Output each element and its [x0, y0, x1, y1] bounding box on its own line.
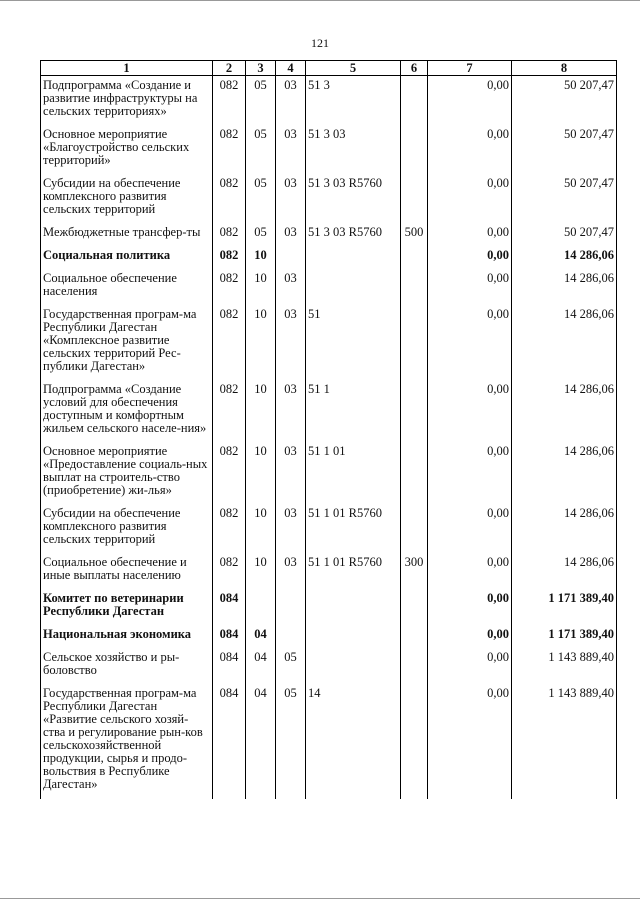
- row-target-article: 51: [306, 306, 401, 381]
- row-subsection: [276, 247, 306, 270]
- row-section: 05: [246, 224, 276, 247]
- row-section: [246, 590, 276, 626]
- row-amount-1: 0,00: [428, 554, 512, 590]
- row-admin-code: 082: [213, 224, 246, 247]
- row-target-article: 51 3 03 R5760: [306, 175, 401, 224]
- row-amount-1: 0,00: [428, 626, 512, 649]
- row-admin-code: 082: [213, 126, 246, 175]
- row-amount-2: 14 286,06: [512, 306, 617, 381]
- table-row: [41, 270, 617, 306]
- header-col-3: 3: [246, 61, 276, 76]
- top-edge-line: [0, 0, 640, 5]
- header-col-1: 1: [41, 61, 213, 76]
- row-section: 05: [246, 76, 276, 127]
- table-row: [41, 381, 617, 443]
- row-subsection: 05: [276, 649, 306, 685]
- row-amount-2: 50 207,47: [512, 224, 617, 247]
- row-amount-1: 0,00: [428, 306, 512, 381]
- row-amount-1: 0,00: [428, 224, 512, 247]
- row-section: 04: [246, 685, 276, 799]
- row-name: Субсидии на обеспечение комплексного развития сельских территорий: [41, 175, 213, 224]
- row-name: Социальная политика: [41, 247, 213, 270]
- row-amount-2: 1 171 389,40: [512, 626, 617, 649]
- row-admin-code: 082: [213, 381, 246, 443]
- row-name: Государственная програм-ма Республики Дагестан «Комплексное развитие сельских территорий Рес-публики Дагестан»: [41, 306, 213, 381]
- row-expense-type: [401, 443, 428, 505]
- row-name: Межбюджетные трансфер-ты: [41, 224, 213, 247]
- header-col-6: 6: [401, 61, 428, 76]
- row-section: 04: [246, 626, 276, 649]
- row-amount-2: 14 286,06: [512, 505, 617, 554]
- row-expense-type: [401, 126, 428, 175]
- row-subsection: 03: [276, 306, 306, 381]
- header-col-8: 8: [512, 61, 617, 76]
- row-expense-type: 500: [401, 224, 428, 247]
- row-amount-2: 1 171 389,40: [512, 590, 617, 626]
- row-admin-code: 082: [213, 247, 246, 270]
- header-col-5: 5: [306, 61, 401, 76]
- row-admin-code: 084: [213, 649, 246, 685]
- row-target-article: [306, 649, 401, 685]
- row-subsection: 03: [276, 126, 306, 175]
- row-section: 10: [246, 306, 276, 381]
- row-admin-code: 082: [213, 306, 246, 381]
- row-expense-type: [401, 247, 428, 270]
- row-amount-2: 14 286,06: [512, 443, 617, 505]
- row-target-article: [306, 626, 401, 649]
- table-row: [41, 505, 617, 554]
- row-name: Социальное обеспечение и иные выплаты населению: [41, 554, 213, 590]
- row-expense-type: [401, 626, 428, 649]
- row-amount-2: 14 286,06: [512, 270, 617, 306]
- row-target-article: [306, 270, 401, 306]
- row-target-article: 51 1 01 R5760: [306, 505, 401, 554]
- row-amount-2: 1 143 889,40: [512, 649, 617, 685]
- row-expense-type: [401, 76, 428, 127]
- table-row: [41, 443, 617, 505]
- row-target-article: 51 1 01 R5760: [306, 554, 401, 590]
- row-amount-2: 1 143 889,40: [512, 685, 617, 799]
- row-target-article: 51 1: [306, 381, 401, 443]
- row-amount-1: 0,00: [428, 175, 512, 224]
- header-col-4: 4: [276, 61, 306, 76]
- row-subsection: [276, 626, 306, 649]
- row-amount-1: 0,00: [428, 381, 512, 443]
- row-subsection: 03: [276, 270, 306, 306]
- budget-table: [40, 60, 617, 799]
- row-section: 04: [246, 649, 276, 685]
- row-amount-1: 0,00: [428, 590, 512, 626]
- row-expense-type: [401, 505, 428, 554]
- row-section: 10: [246, 443, 276, 505]
- row-subsection: [276, 590, 306, 626]
- row-amount-2: 14 286,06: [512, 554, 617, 590]
- row-expense-type: [401, 381, 428, 443]
- table-row: [41, 626, 617, 649]
- row-amount-1: 0,00: [428, 270, 512, 306]
- row-expense-type: [401, 175, 428, 224]
- row-name: Субсидии на обеспечение комплексного развития сельских территорий: [41, 505, 213, 554]
- row-subsection: 05: [276, 685, 306, 799]
- row-admin-code: 082: [213, 270, 246, 306]
- row-section: 10: [246, 270, 276, 306]
- row-amount-2: 50 207,47: [512, 126, 617, 175]
- row-name: Государственная програм-ма Республики Дагестан «Развитие сельского хозяй-ства и регулирование рын-ков сельскохозяйственной продукции, сырья и продо-вольствия в Республике Дагестан»: [41, 685, 213, 799]
- row-admin-code: 084: [213, 626, 246, 649]
- row-subsection: 03: [276, 554, 306, 590]
- table-row: [41, 175, 617, 224]
- row-target-article: [306, 590, 401, 626]
- row-admin-code: 082: [213, 443, 246, 505]
- row-target-article: 51 1 01: [306, 443, 401, 505]
- row-amount-1: 0,00: [428, 76, 512, 127]
- row-expense-type: [401, 270, 428, 306]
- row-amount-1: 0,00: [428, 443, 512, 505]
- table-row: [41, 76, 617, 127]
- row-expense-type: [401, 685, 428, 799]
- row-subsection: 03: [276, 175, 306, 224]
- row-target-article: 51 3: [306, 76, 401, 127]
- header-col-2: 2: [213, 61, 246, 76]
- table-row: [41, 554, 617, 590]
- row-amount-2: 14 286,06: [512, 381, 617, 443]
- row-name: Комитет по ветеринарии Республики Дагестан: [41, 590, 213, 626]
- row-name: Социальное обеспечение населения: [41, 270, 213, 306]
- row-amount-1: 0,00: [428, 126, 512, 175]
- row-subsection: 03: [276, 224, 306, 247]
- row-admin-code: 082: [213, 554, 246, 590]
- row-target-article: 51 3 03 R5760: [306, 224, 401, 247]
- row-name: Основное мероприятие «Предоставление социаль-ных выплат на строитель-ство (приобретение) жи-лья»: [41, 443, 213, 505]
- table-row: [41, 649, 617, 685]
- table-row: [41, 306, 617, 381]
- table-header-row: [41, 61, 617, 76]
- row-subsection: 03: [276, 443, 306, 505]
- row-name: Основное мероприятие «Благоустройство сельских территорий»: [41, 126, 213, 175]
- row-target-article: 14: [306, 685, 401, 799]
- page-number: 121: [311, 36, 329, 50]
- row-name: Подпрограмма «Создание и развитие инфраструктуры на сельских территориях»: [41, 76, 213, 127]
- table-row: [41, 590, 617, 626]
- row-amount-1: 0,00: [428, 505, 512, 554]
- row-section: 05: [246, 126, 276, 175]
- row-expense-type: [401, 590, 428, 626]
- row-admin-code: 082: [213, 175, 246, 224]
- row-expense-type: [401, 306, 428, 381]
- row-section: 10: [246, 554, 276, 590]
- row-amount-1: 0,00: [428, 649, 512, 685]
- row-amount-1: 0,00: [428, 247, 512, 270]
- row-admin-code: 084: [213, 685, 246, 799]
- row-section: 05: [246, 175, 276, 224]
- row-subsection: 03: [276, 76, 306, 127]
- row-expense-type: 300: [401, 554, 428, 590]
- row-expense-type: [401, 649, 428, 685]
- row-name: Подпрограмма «Создание условий для обеспечения доступным и комфортным жильем сельского населе-ния»: [41, 381, 213, 443]
- row-amount-2: 14 286,06: [512, 247, 617, 270]
- row-amount-2: 50 207,47: [512, 175, 617, 224]
- row-admin-code: 082: [213, 505, 246, 554]
- row-target-article: [306, 247, 401, 270]
- row-admin-code: 082: [213, 76, 246, 127]
- row-name: Сельское хозяйство и ры-боловство: [41, 649, 213, 685]
- row-section: 10: [246, 381, 276, 443]
- row-admin-code: 084: [213, 590, 246, 626]
- table-row: [41, 224, 617, 247]
- row-section: 10: [246, 505, 276, 554]
- row-amount-1: 0,00: [428, 685, 512, 799]
- row-subsection: 03: [276, 381, 306, 443]
- header-col-7: 7: [428, 61, 512, 76]
- table-row: [41, 126, 617, 175]
- row-name: Национальная экономика: [41, 626, 213, 649]
- bottom-edge-line: [0, 898, 640, 899]
- table-row: [41, 685, 617, 799]
- table-row: [41, 247, 617, 270]
- row-subsection: 03: [276, 505, 306, 554]
- row-section: 10: [246, 247, 276, 270]
- row-target-article: 51 3 03: [306, 126, 401, 175]
- row-amount-2: 50 207,47: [512, 76, 617, 127]
